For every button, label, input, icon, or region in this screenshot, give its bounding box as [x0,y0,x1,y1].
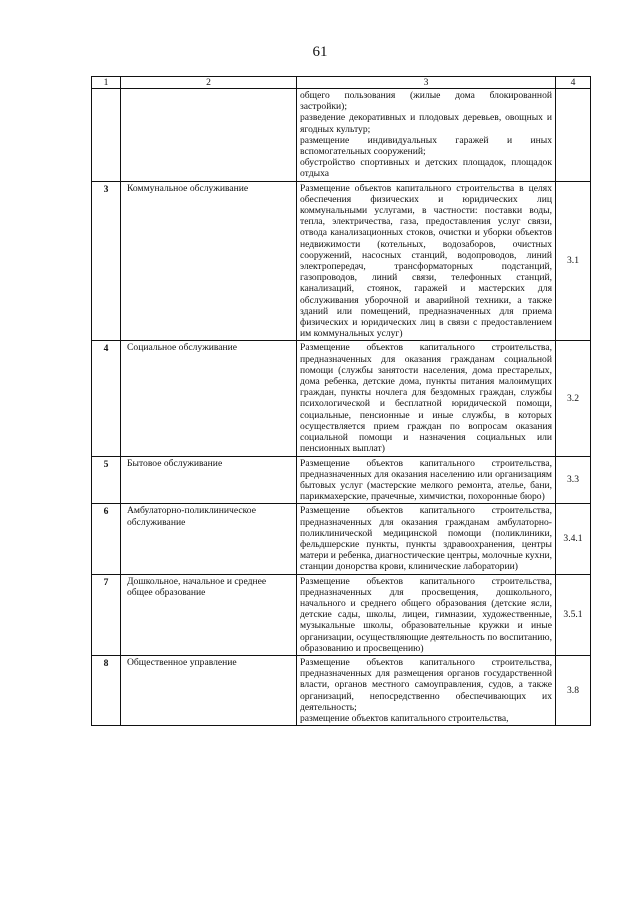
table-row [92,574,591,655]
row-code: 3.2 [556,341,591,456]
row-number: 6 [92,504,121,574]
row-description-cell [297,89,556,182]
header-col-3: 3 [297,77,556,89]
row-number: 3 [92,181,121,341]
description-line: размещение индивидуальных гаражей и иных вспомогательных сооружений; [300,134,552,158]
table-row-continuation [92,89,591,182]
row-number: 7 [92,574,121,655]
header-col-2: 2 [121,77,297,89]
row-name: Дошкольное, начальное и среднее общее образование [121,574,297,655]
row-name: Социальное обслуживание [121,341,297,456]
row-number: 8 [92,655,121,725]
row-name-cell [121,89,297,182]
row-description: Размещение объектов капитального строительства в целях обеспечения физических и юридических лиц коммунальными услугами, в частности: поставки воды, тепла, электричества, газа, предоставления услуг связи, отвода канализационных стоков, очистки и уборки объектов недвижимости (котельных, водозаборов, очистных сооружений, насосных станций, водопроводов, линий электропередач, трансформаторных подстанций, газопроводов, линий связи, телефонных станций, канализаций, стоянок, гаражей и мастерских для обслуживания уборочной и аварийной техники, а также зданий или помещений, предназначенных для приема физических и юридических лиц в связи с предоставлением им коммунальных услуг) [297,181,556,341]
row-description: Размещение объектов капитального строительства, предназначенных для оказания населению или организациям бытовых услуг (мастерские мелкого ремонта, ателье, бани, парикмахерские, прачечные, химчистки, похоронные бюро) [297,456,556,504]
row-name: Амбулаторно-поликлиническое обслуживание [121,504,297,574]
description-line: общего пользования (жилые дома блокированной застройки); [300,90,552,113]
row-number-cell [92,89,121,182]
description-line: разведение декоративных и плодовых деревьев, овощных и ягодных культур; [300,112,552,135]
row-code: 3.1 [556,181,591,341]
row-description: Размещение объектов капитального строительства, предназначенных для просвещения, дошкольного, начального и среднего общего образования (детские ясли, детские сады, школы, лицеи, гимназии, художественные, музыкальные школы, образовательные кружки и иные организации, осуществляющие деятельность по воспитанию, образованию и просвещению) [297,574,556,655]
description-line: обустройство спортивных и детских площадок, площадок отдыха [300,157,552,180]
row-code: 3.8 [556,655,591,725]
table-row [92,655,591,725]
row-description: Размещение объектов капитального строительства, предназначенных для оказания гражданам амбулаторно-поликлинической медицинской помощи (поликлиники, фельдшерские пункты, пункты здравоохранения, центры матери и ребенка, диагностические центры, молочные кухни, станции донорства крови, клинические лаборатории) [297,504,556,574]
land-use-table [91,76,591,726]
row-description: Размещение объектов капитального строительства, предназначенных для размещения органов государственной власти, органов местного самоуправления, судов, а также организаций, непосредственно обеспечивающих их деятельность; [300,656,552,713]
row-description-continued: размещение объектов капитального строительства, [300,712,509,724]
table-row [92,341,591,456]
row-name: Бытовое обслуживание [121,456,297,504]
row-code: 3.5.1 [556,574,591,655]
row-code-cell [556,89,591,182]
table-row [92,181,591,341]
header-col-1: 1 [92,77,121,89]
table-header-row [92,77,591,89]
table-row [92,456,591,504]
row-number: 4 [92,341,121,456]
row-description: Размещение объектов капитального строительства, предназначенных для оказания гражданам социальной помощи (службы занятости населения, дома престарелых, дома ребенка, детские дома, пункты питания малоимущих граждан, пункты ночлега для бездомных граждан, службы психологической и бесплатной юридической помощи, социальные, пенсионные и иные службы, в которых осуществляется прием граждан по вопросам оказания социальной помощи и назначения социальных или пенсионных выплат) [297,341,556,456]
row-number: 5 [92,456,121,504]
row-name: Общественное управление [121,655,297,725]
page-number: 61 [312,44,328,60]
row-name: Коммунальное обслуживание [121,181,297,341]
table-row [92,504,591,574]
row-code: 3.3 [556,456,591,504]
row-code: 3.4.1 [556,504,591,574]
row-description-cell [297,655,556,725]
header-col-4: 4 [556,77,591,89]
